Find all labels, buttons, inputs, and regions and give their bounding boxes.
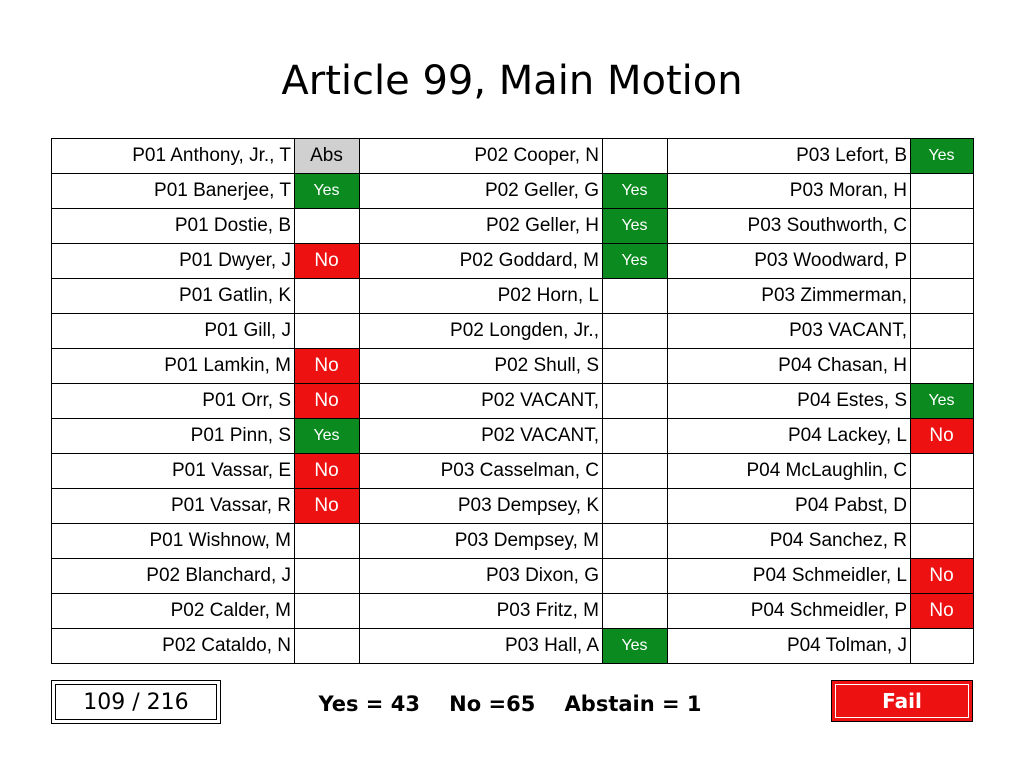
- vote-cell: [295, 279, 360, 314]
- result-label: Fail: [835, 684, 969, 718]
- vote-cell: [603, 279, 668, 314]
- member-name: P04 Chasan, H: [668, 349, 911, 384]
- member-name: P03 Dixon, G: [360, 559, 603, 594]
- vote-cell: Yes: [911, 139, 974, 174]
- table-row: [52, 174, 974, 209]
- vote-cell: [603, 594, 668, 629]
- member-name: P02 Cooper, N: [360, 139, 603, 174]
- member-name: P03 Zimmerman,: [668, 279, 911, 314]
- vote-cell: [295, 314, 360, 349]
- vote-cell: No: [295, 349, 360, 384]
- table-row: [52, 244, 974, 279]
- vote-cell: [911, 279, 974, 314]
- member-name: P02 Horn, L: [360, 279, 603, 314]
- member-name: P04 Sanchez, R: [668, 524, 911, 559]
- table-row: [52, 489, 974, 524]
- vote-cell: Yes: [911, 384, 974, 419]
- member-name: P04 Estes, S: [668, 384, 911, 419]
- member-name: P02 Cataldo, N: [52, 629, 295, 664]
- member-name: P04 McLaughlin, C: [668, 454, 911, 489]
- member-name: P01 Pinn, S: [52, 419, 295, 454]
- table-row: [52, 314, 974, 349]
- member-name: P03 VACANT,: [668, 314, 911, 349]
- table-row: [52, 384, 974, 419]
- member-name: P01 Orr, S: [52, 384, 295, 419]
- vote-cell: Yes: [295, 419, 360, 454]
- vote-cell: [911, 174, 974, 209]
- vote-cell: [911, 244, 974, 279]
- member-name: P01 Wishnow, M: [52, 524, 295, 559]
- table-row: [52, 419, 974, 454]
- vote-cell: [603, 524, 668, 559]
- vote-cell: No: [911, 594, 974, 629]
- vote-cell: Yes: [603, 209, 668, 244]
- vote-cell: [911, 489, 974, 524]
- result-badge: [831, 680, 973, 722]
- member-name: P02 VACANT,: [360, 419, 603, 454]
- vote-cell: [603, 454, 668, 489]
- table-row: [52, 594, 974, 629]
- member-name: P03 Dempsey, K: [360, 489, 603, 524]
- attendance-count: 109 / 216: [55, 684, 217, 720]
- vote-cell: No: [295, 454, 360, 489]
- member-name: P01 Lamkin, M: [52, 349, 295, 384]
- member-name: P01 Vassar, E: [52, 454, 295, 489]
- member-name: P04 Tolman, J: [668, 629, 911, 664]
- vote-cell: No: [911, 419, 974, 454]
- member-name: P03 Dempsey, M: [360, 524, 603, 559]
- table-row: [52, 559, 974, 594]
- member-name: P02 Goddard, M: [360, 244, 603, 279]
- vote-cell: [911, 209, 974, 244]
- vote-cell: [603, 419, 668, 454]
- member-name: P02 Geller, H: [360, 209, 603, 244]
- table-row: [52, 454, 974, 489]
- member-name: P03 Fritz, M: [360, 594, 603, 629]
- member-name: P04 Lackey, L: [668, 419, 911, 454]
- table-row: [52, 139, 974, 174]
- page-title: Article 99, Main Motion: [281, 58, 743, 104]
- vote-cell: [603, 559, 668, 594]
- table-row: [52, 209, 974, 244]
- member-name: P02 Longden, Jr.,: [360, 314, 603, 349]
- member-name: P03 Southworth, C: [668, 209, 911, 244]
- table-row: [52, 279, 974, 314]
- member-name: P02 VACANT,: [360, 384, 603, 419]
- vote-cell: [295, 209, 360, 244]
- vote-cell: No: [295, 384, 360, 419]
- vote-cell: [603, 349, 668, 384]
- vote-cell: [911, 454, 974, 489]
- vote-totals: Yes = 43 No =65 Abstain = 1: [318, 692, 702, 716]
- member-name: P04 Pabst, D: [668, 489, 911, 524]
- vote-cell: [603, 489, 668, 524]
- vote-cell: Yes: [603, 174, 668, 209]
- member-name: P02 Shull, S: [360, 349, 603, 384]
- member-name: P03 Hall, A: [360, 629, 603, 664]
- member-name: P01 Vassar, R: [52, 489, 295, 524]
- member-name: P02 Blanchard, J: [52, 559, 295, 594]
- vote-cell: [911, 314, 974, 349]
- vote-cell: Yes: [603, 244, 668, 279]
- member-name: P01 Banerjee, T: [52, 174, 295, 209]
- vote-cell: [603, 384, 668, 419]
- table-row: [52, 629, 974, 664]
- member-name: P02 Calder, M: [52, 594, 295, 629]
- vote-cell: No: [295, 489, 360, 524]
- vote-cell: Abs: [295, 139, 360, 174]
- vote-cell: No: [295, 244, 360, 279]
- vote-cell: [911, 629, 974, 664]
- vote-cell: [911, 524, 974, 559]
- member-name: P01 Dostie, B: [52, 209, 295, 244]
- member-name: P02 Geller, G: [360, 174, 603, 209]
- vote-cell: [911, 349, 974, 384]
- vote-cell: [295, 594, 360, 629]
- attendance-count-box: [51, 680, 221, 724]
- table-row: [52, 524, 974, 559]
- vote-cell: Yes: [295, 174, 360, 209]
- vote-cell: [603, 139, 668, 174]
- member-name: P03 Lefort, B: [668, 139, 911, 174]
- vote-cell: [295, 524, 360, 559]
- table-row: [52, 349, 974, 384]
- vote-cell: No: [911, 559, 974, 594]
- member-name: P01 Gatlin, K: [52, 279, 295, 314]
- member-name: P03 Moran, H: [668, 174, 911, 209]
- member-name: P04 Schmeidler, L: [668, 559, 911, 594]
- member-name: P01 Gill, J: [52, 314, 295, 349]
- vote-cell: [295, 629, 360, 664]
- member-name: P03 Casselman, C: [360, 454, 603, 489]
- vote-table: [51, 138, 974, 664]
- vote-cell: Yes: [603, 629, 668, 664]
- member-name: P04 Schmeidler, P: [668, 594, 911, 629]
- vote-cell: [603, 314, 668, 349]
- member-name: P03 Woodward, P: [668, 244, 911, 279]
- vote-cell: [295, 559, 360, 594]
- member-name: P01 Anthony, Jr., T: [52, 139, 295, 174]
- member-name: P01 Dwyer, J: [52, 244, 295, 279]
